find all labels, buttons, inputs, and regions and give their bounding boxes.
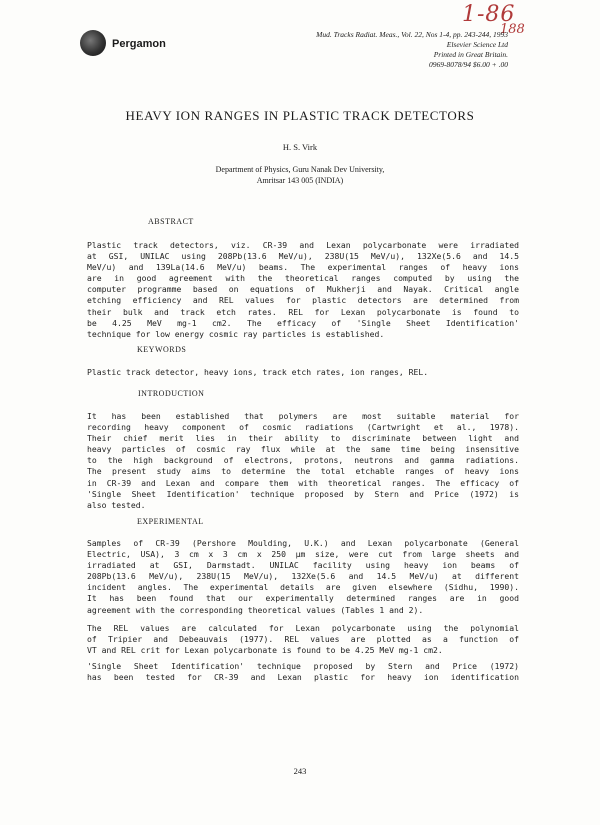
page-number: 243 [293, 766, 307, 776]
experimental-paragraph-1 [87, 538, 519, 616]
affiliation [0, 164, 600, 186]
text-line: Plastic track detector, heavy ions, track etch rates, ion ranges, REL. [87, 367, 429, 377]
text-line: also tested. [87, 499, 146, 510]
text-line: of Tripier and Debeauvais (1977). REL values are plotted as a function of [87, 634, 519, 645]
handwritten-annotation: 1-86 [462, 2, 516, 27]
text-line: 'Single Sheet Identification' technique proposed by Stern and Price (1972) [87, 661, 519, 671]
keywords-text [87, 367, 519, 378]
text-line: be 4.25 MeV mg-1 cm2. The efficacy of 'Single Sheet Identification' [87, 317, 519, 328]
introduction-heading: INTRODUCTION [138, 389, 205, 398]
text-line: The present study aims to determine the total etchable ranges of heavy ions [87, 466, 519, 477]
text-line: Their chief merit lies in their ability to discriminate between light and [87, 433, 519, 444]
affiliation-line: Department of Physics, Guru Nanak Dev University, [215, 165, 385, 174]
keywords-heading: KEYWORDS [137, 345, 187, 354]
experimental-paragraph-3 [87, 661, 519, 683]
text-line: MeV/u) and 139La(14.6 MeV/u) beams. The experimental ranges of heavy ions [87, 262, 519, 273]
journal-info [288, 30, 508, 70]
journal-line: Elsevier Science Ltd [446, 40, 508, 49]
author-name: H. S. Virk [282, 142, 318, 152]
journal-line: Printed in Great Britain. [433, 50, 508, 59]
abstract-heading: ABSTRACT [148, 217, 194, 226]
text-line: irradiated at GSI, Darmstadt. UNILAC facility using heavy ion beams of [87, 560, 519, 571]
text-line: incident angles. The experimental details are given elsewhere (Sidhu, 1990). [87, 582, 519, 593]
text-line: recording heavy component of cosmic radiations (Cartwright et al., 1978). [87, 422, 519, 433]
experimental-heading: EXPERIMENTAL [137, 517, 204, 526]
text-line: agreement with the corresponding theoretical values (Tables 1 and 2). [87, 604, 424, 615]
text-line: It has been established that polymers are most suitable material for [87, 411, 519, 421]
text-line: The REL values are calculated for Lexan polycarbonate using the polynomial [87, 623, 519, 633]
text-line: 'Single Sheet Identification' technique proposed by Stern and Price (1972) is [87, 488, 519, 499]
journal-line: Mud. Tracks Radiat. Meas., Vol. 22, Nos 1-4, pp. 243-244, 1993 [316, 30, 508, 39]
affiliation-line: Amritsar 143 005 (INDIA) [256, 176, 344, 185]
text-line: computer programme based on equations of Mukherji and Nayak. Critical angle [87, 284, 519, 295]
text-line: their bulk and track etch rates. REL for Lexan polycarbonate is found to [87, 306, 519, 317]
text-line: It has been found that our experimentally determined ranges are in good [87, 593, 519, 604]
publisher-logo-icon [80, 30, 106, 56]
text-line: Electric, USA), 3 cm x 3 cm x 250 µm size, were cut from large sheets and [87, 549, 519, 560]
text-line: at GSI, UNILAC using 208Pb(13.6 MeV/u), 238U(15 MeV/u), 132Xe(5.6 and 14.5 [87, 251, 519, 262]
text-line: etching efficiency and REL values for plastic detectors are determined from [87, 295, 519, 306]
text-line: Plastic track detectors, viz. CR-39 and Lexan polycarbonate were irradiated [87, 240, 519, 250]
publisher-name: Pergamon [112, 38, 166, 50]
journal-line: 0969-8078/94 $6.00 + .00 [428, 60, 508, 69]
text-line: in CR-39 and Lexan and compare them with theoretical ranges. The efficacy of [87, 477, 519, 488]
text-line: VT and REL crit for Lexan polycarbonate is found to be 4.25 MeV mg-1 cm2. [87, 645, 443, 656]
handwritten-annotation-2: 188 [500, 22, 525, 37]
text-line: technique for low energy cosmic ray particles is established. [87, 328, 385, 339]
abstract-text [87, 240, 519, 340]
text-line: Samples of CR-39 (Pershore Moulding, U.K.) and Lexan polycarbonate (General [87, 538, 519, 548]
text-line: 208Pb(13.6 MeV/u), 238U(15 MeV/u), 132Xe(5.6 and 14.5 MeV/u) at different [87, 571, 519, 582]
paper-title: HEAVY ION RANGES IN PLASTIC TRACK DETECTORS [125, 108, 475, 123]
text-line: to the high background of electrons, protons, neutrons and gamma radiations. [87, 455, 519, 466]
introduction-text [87, 411, 519, 511]
experimental-paragraph-2 [87, 623, 519, 656]
text-line: are in good agreement with the theoretical ranges computed by using the [87, 273, 519, 284]
text-line: has been tested for CR-39 and Lexan plastic for heavy ion identification [87, 672, 519, 683]
text-line: heavy particles of cosmic ray flux while at the same time being insensitive [87, 444, 519, 455]
